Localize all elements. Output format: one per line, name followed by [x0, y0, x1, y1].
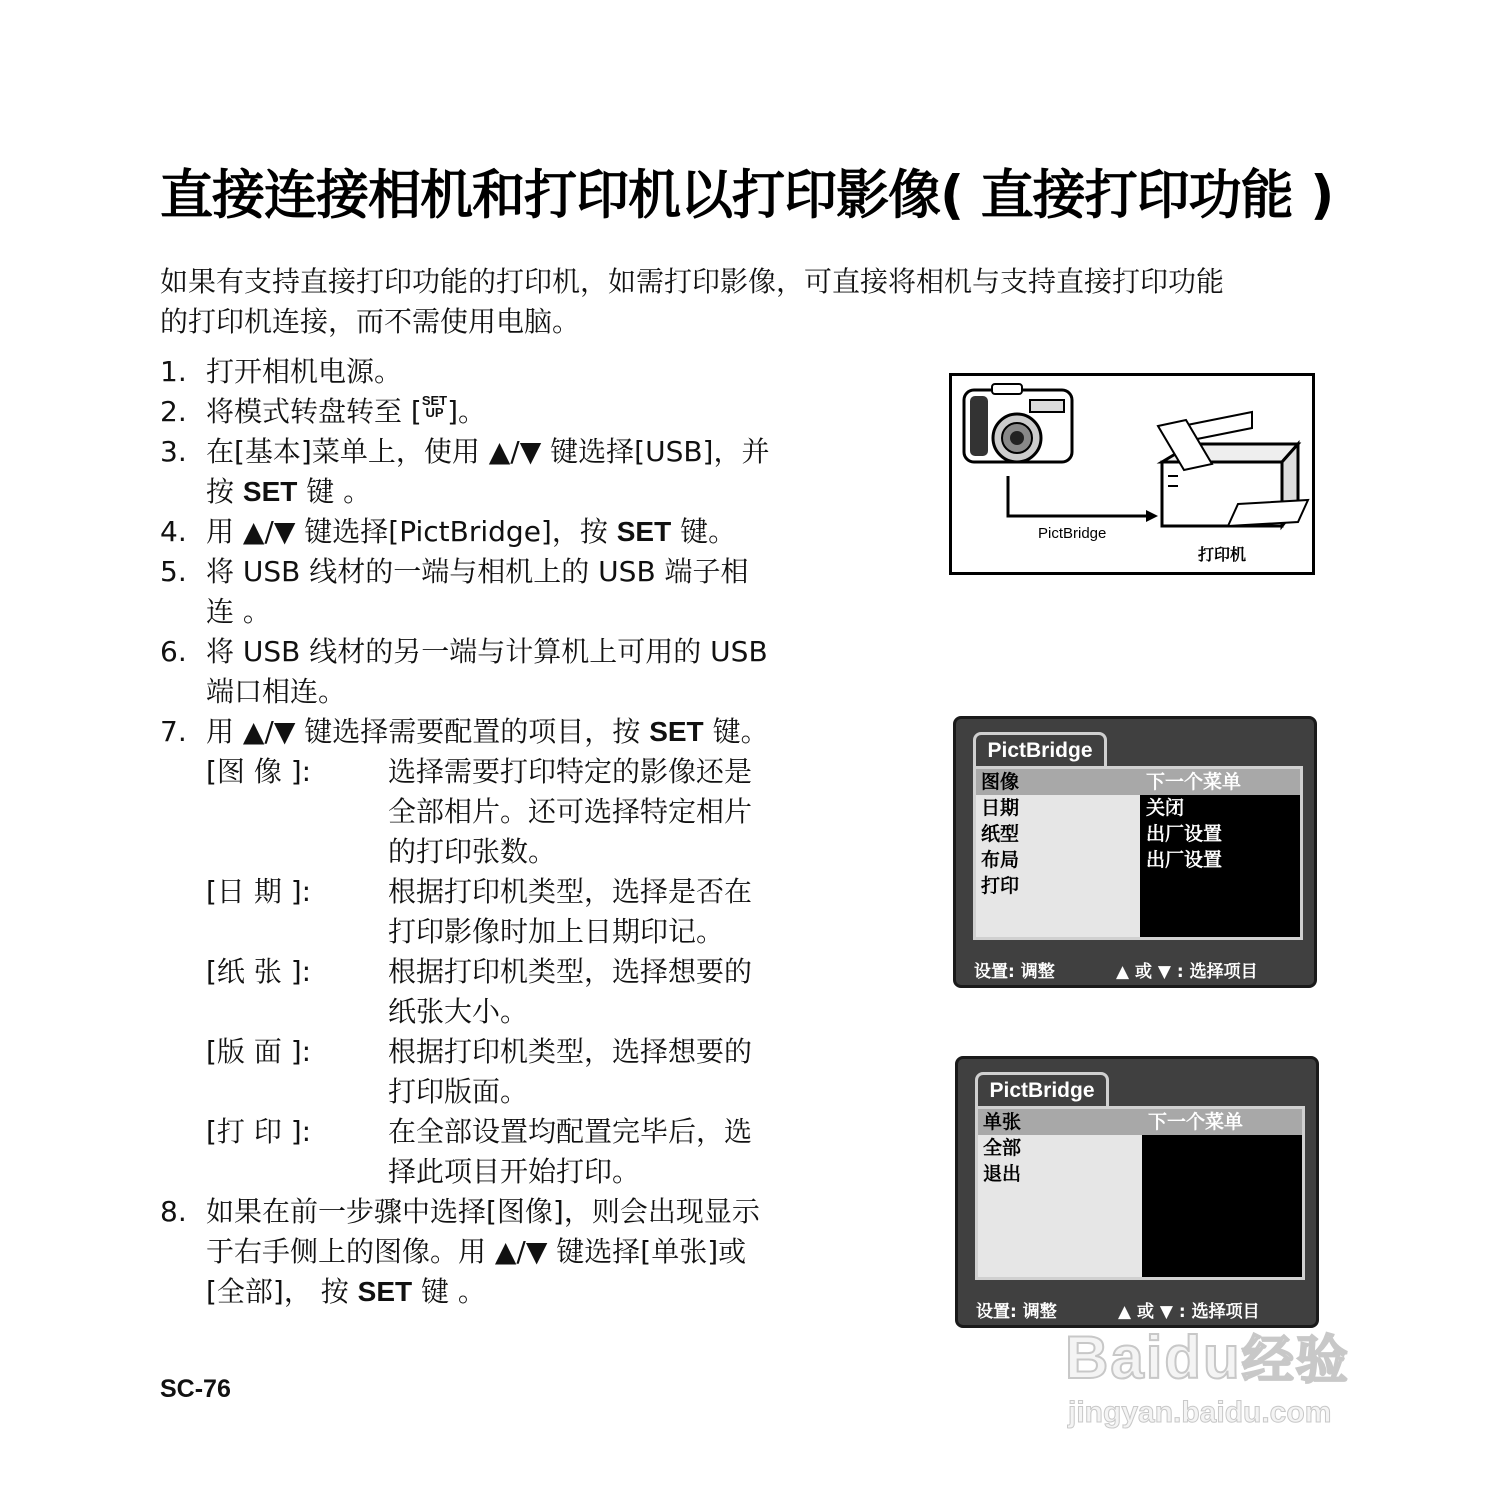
option-desc: 在全部设置均配置完毕后，选 择此项目开始打印。 [388, 1115, 753, 1188]
option-key: [日 期 ]: [206, 875, 312, 908]
page-number: SC-76 [160, 1375, 231, 1403]
set-key-label: SET [649, 716, 704, 747]
intro-line-1: 如果有支持直接打印功能的打印机，如需打印影像，可直接将相机与支持直接打印功能 [160, 265, 1225, 298]
menu-item-exit[interactable]: 退出 [983, 1163, 1022, 1185]
step-5 [160, 552, 820, 632]
option-key: [图 像 ]: [206, 755, 312, 788]
menu-value-date: 关闭 [1146, 797, 1185, 819]
step-text: 在[基本]菜单上，使用 ▲/▼ 键选择[USB]，并 [206, 435, 770, 468]
usb-cable [1008, 476, 1146, 516]
menu-item-all[interactable]: 全部 [983, 1137, 1022, 1159]
steps-list [160, 352, 820, 1312]
screen-footer-right: ▲ 或 ▼ : 选择项目 [1116, 962, 1258, 982]
menu-item-print[interactable]: 打印 [981, 875, 1020, 897]
option-key: [版 面 ]: [206, 1035, 312, 1068]
menu-item-paper[interactable]: 纸型 [981, 823, 1020, 845]
menu-item-date[interactable]: 日期 [981, 797, 1020, 819]
option-print [160, 1112, 820, 1192]
option-desc: 根据打印机类型，选择想要的 打印版面。 [388, 1035, 753, 1108]
option-desc: 根据打印机类型，选择是否在 打印影像时加上日期印记。 [388, 875, 753, 948]
pictbridge-label: PictBridge [1038, 525, 1107, 542]
watermark-brand-cn: 经验 [1241, 1331, 1350, 1391]
connection-illustration [949, 373, 1315, 575]
intro-paragraph [160, 262, 1330, 342]
screen-footer-left: 设置: 调整 [974, 962, 1055, 982]
step-text: 于右手侧上的图像。用 ▲/▼ 键选择[单张]或 [206, 1235, 747, 1268]
setup-mode-icon: SET UP [421, 393, 448, 420]
step-4: 4. 用 ▲/▼ 键选择[PictBridge]，按 SET 键。 [160, 512, 820, 552]
step-text: 用 ▲/▼ 键选择[PictBridge]，按 [206, 515, 617, 548]
step-number: 3. [160, 435, 187, 468]
option-paper [160, 952, 820, 1032]
step-text: 如果在前一步骤中选择[图像]，则会出现显示 [206, 1195, 760, 1228]
menu-value-paper: 出厂设置 [1146, 823, 1223, 845]
camera-printer-diagram [952, 376, 1312, 572]
pictbridge-menu-screen [953, 716, 1317, 988]
menu-tab: PictBridge [975, 1072, 1109, 1107]
watermark [1065, 1318, 1350, 1393]
menu-panel [975, 1106, 1305, 1280]
screen-footer-right: ▲ 或 ▼ : 选择项目 [1118, 1302, 1260, 1322]
intro-line-2: 的打印机连接，而不需使用电脑。 [160, 305, 581, 338]
step-number: 8. [160, 1195, 187, 1228]
selected-row-highlight [976, 769, 1300, 795]
step-number: 7. [160, 715, 187, 748]
menu-tab: PictBridge [973, 732, 1107, 767]
option-layout [160, 1032, 820, 1112]
step-text: 端口相连。 [206, 675, 347, 708]
option-desc: 根据打印机类型，选择想要的 纸张大小。 [388, 955, 753, 1028]
step-text: 将 USB 线材的一端与相机上的 USB 端子相 [206, 555, 749, 588]
menu-value-single: 下一个菜单 [1148, 1111, 1244, 1133]
watermark-brand-2: du [1164, 1324, 1242, 1391]
pictbridge-image-screen [955, 1056, 1319, 1328]
step-number: 6. [160, 635, 187, 668]
step-1 [160, 352, 820, 392]
menu-value-layout: 出厂设置 [1146, 849, 1223, 871]
step-text: 连 。 [206, 595, 271, 628]
option-desc: 选择需要打印特定的影像还是 全部相片。还可选择特定相片 的打印张数。 [388, 755, 753, 868]
step-text: 用 ▲/▼ 键选择需要配置的项目，按 [206, 715, 650, 748]
step-7: 7. 用 ▲/▼ 键选择需要配置的项目，按 SET 键。 [160, 712, 820, 752]
option-key: [打 印 ]: [206, 1115, 312, 1148]
step-text: 打开相机电源。 [206, 355, 403, 388]
step-6 [160, 632, 820, 712]
page-title: 直接连接相机和打印机以打印影像( 直接打印功能 ) [160, 165, 1334, 226]
screen-footer-left: 设置: 调整 [976, 1302, 1057, 1322]
step-text: 将 USB 线材的另一端与计算机上可用的 USB [206, 635, 768, 668]
step-number: 1. [160, 355, 187, 388]
step-8: 8. 如果在前一步骤中选择[图像]，则会出现显示 于右手侧上的图像。用 ▲/▼ 键选择[单张]或 [全部]， 按 SET 键 。 [160, 1192, 820, 1312]
set-key-label: SET [616, 516, 672, 547]
set-key-label: SET [357, 1276, 413, 1307]
selected-row-highlight [978, 1109, 1302, 1135]
watermark-brand: Bai [1065, 1324, 1165, 1391]
step-text: 将模式转盘转至 [ [206, 395, 422, 428]
printer-icon [1158, 412, 1308, 526]
arrow-icon [1146, 510, 1158, 522]
menu-item-image[interactable]: 图像 [981, 771, 1020, 793]
step-number: 5. [160, 555, 187, 588]
menu-panel [973, 766, 1303, 940]
menu-item-single[interactable]: 单张 [983, 1111, 1022, 1133]
option-image [160, 752, 820, 872]
step-2: 2. 将模式转盘转至 [SET UP ]。 [160, 392, 820, 432]
printer-label: 打印机 [1198, 545, 1247, 564]
option-key: [纸 张 ]: [206, 955, 312, 988]
step-number: 4. [160, 515, 187, 548]
menu-value-image: 下一个菜单 [1146, 771, 1242, 793]
menu-item-layout[interactable]: 布局 [981, 849, 1020, 871]
watermark-url: jingyan.baidu.com [1068, 1396, 1332, 1429]
step-number: 2. [160, 395, 187, 428]
step-3: 3. 在[基本]菜单上，使用 ▲/▼ 键选择[USB]，并 按 SET 键 。 [160, 432, 820, 512]
set-key-label: SET [242, 476, 298, 507]
option-date [160, 872, 820, 952]
camera-icon [964, 384, 1072, 462]
